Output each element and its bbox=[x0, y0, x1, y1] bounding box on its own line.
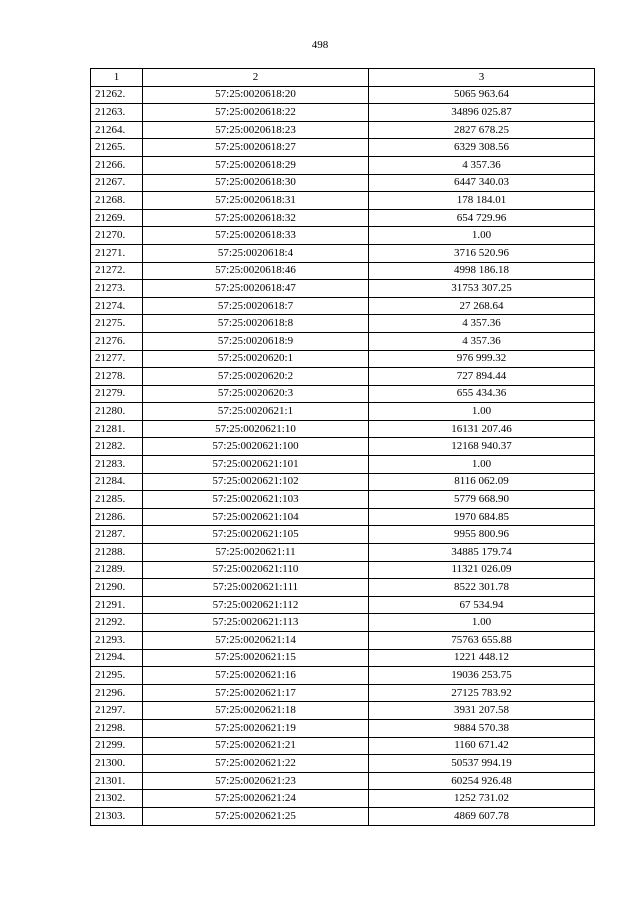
table-row bbox=[91, 491, 595, 509]
cadastral-number-cell: 57:25:0020620:1 bbox=[143, 350, 369, 368]
cadastral-number-cell: 57:25:0020621:22 bbox=[143, 755, 369, 773]
table-row bbox=[91, 508, 595, 526]
table-header bbox=[91, 69, 595, 87]
cadastral-number-cell: 57:25:0020621:101 bbox=[143, 456, 369, 474]
cadastral-number-cell: 57:25:0020620:2 bbox=[143, 368, 369, 386]
cadastral-value-cell: 2827 678.25 bbox=[369, 121, 595, 139]
table-row bbox=[91, 192, 595, 210]
table-row bbox=[91, 807, 595, 825]
table-row bbox=[91, 614, 595, 632]
table-row bbox=[91, 244, 595, 262]
table-row bbox=[91, 227, 595, 245]
table-row bbox=[91, 350, 595, 368]
cadastral-value-cell: 9884 570.38 bbox=[369, 719, 595, 737]
cadastral-value-cell: 27 268.64 bbox=[369, 297, 595, 315]
row-number-cell: 21270. bbox=[91, 227, 143, 245]
cadastral-value-cell: 50537 994.19 bbox=[369, 755, 595, 773]
cadastral-number-cell: 57:25:0020621:25 bbox=[143, 807, 369, 825]
cadastral-number-cell: 57:25:0020618:29 bbox=[143, 156, 369, 174]
table-row bbox=[91, 684, 595, 702]
cadastral-number-cell: 57:25:0020618:33 bbox=[143, 227, 369, 245]
cadastral-value-cell: 8116 062.09 bbox=[369, 473, 595, 491]
table-row bbox=[91, 719, 595, 737]
cadastral-number-cell: 57:25:0020621:112 bbox=[143, 596, 369, 614]
table-row bbox=[91, 772, 595, 790]
row-number-cell: 21263. bbox=[91, 104, 143, 122]
cadastral-number-cell: 57:25:0020621:17 bbox=[143, 684, 369, 702]
cadastral-number-cell: 57:25:0020621:16 bbox=[143, 667, 369, 685]
cadastral-number-cell: 57:25:0020621:23 bbox=[143, 772, 369, 790]
table-row bbox=[91, 790, 595, 808]
cadastral-number-cell: 57:25:0020621:19 bbox=[143, 719, 369, 737]
cadastral-value-cell: 60254 926.48 bbox=[369, 772, 595, 790]
cadastral-value-cell: 67 534.94 bbox=[369, 596, 595, 614]
cadastral-number-cell: 57:25:0020618:8 bbox=[143, 315, 369, 333]
row-number-cell: 21267. bbox=[91, 174, 143, 192]
cadastral-value-cell: 976 999.32 bbox=[369, 350, 595, 368]
cadastral-number-cell: 57:25:0020618:30 bbox=[143, 174, 369, 192]
row-number-cell: 21292. bbox=[91, 614, 143, 632]
row-number-cell: 21289. bbox=[91, 561, 143, 579]
row-number-cell: 21282. bbox=[91, 438, 143, 456]
cadastral-number-cell: 57:25:0020621:100 bbox=[143, 438, 369, 456]
cadastral-value-cell: 34885 179.74 bbox=[369, 544, 595, 562]
cadastral-value-cell: 11321 026.09 bbox=[369, 561, 595, 579]
cadastral-value-cell: 4 357.36 bbox=[369, 332, 595, 350]
cadastral-number-cell: 57:25:0020618:27 bbox=[143, 139, 369, 157]
table-row bbox=[91, 702, 595, 720]
cadastral-value-cell: 27125 783.92 bbox=[369, 684, 595, 702]
row-number-cell: 21303. bbox=[91, 807, 143, 825]
row-number-cell: 21291. bbox=[91, 596, 143, 614]
cadastral-number-cell: 57:25:0020621:103 bbox=[143, 491, 369, 509]
table-row bbox=[91, 262, 595, 280]
cadastral-value-cell: 34896 025.87 bbox=[369, 104, 595, 122]
cadastral-number-cell: 57:25:0020621:14 bbox=[143, 632, 369, 650]
cadastral-value-cell: 3716 520.96 bbox=[369, 244, 595, 262]
table-row bbox=[91, 104, 595, 122]
row-number-cell: 21276. bbox=[91, 332, 143, 350]
row-number-cell: 21287. bbox=[91, 526, 143, 544]
cadastral-value-cell: 4 357.36 bbox=[369, 156, 595, 174]
cadastral-value-cell: 5779 668.90 bbox=[369, 491, 595, 509]
row-number-cell: 21302. bbox=[91, 790, 143, 808]
cadastral-value-cell: 6447 340.03 bbox=[369, 174, 595, 192]
cadastral-number-cell: 57:25:0020621:1 bbox=[143, 403, 369, 421]
row-number-cell: 21296. bbox=[91, 684, 143, 702]
cadastral-number-cell: 57:25:0020621:104 bbox=[143, 508, 369, 526]
column-header-3: 3 bbox=[369, 69, 595, 87]
table-row bbox=[91, 456, 595, 474]
cadastral-value-cell: 1970 684.85 bbox=[369, 508, 595, 526]
cadastral-number-cell: 57:25:0020621:18 bbox=[143, 702, 369, 720]
cadastral-number-cell: 57:25:0020621:10 bbox=[143, 420, 369, 438]
cadastral-number-cell: 57:25:0020621:21 bbox=[143, 737, 369, 755]
table-row bbox=[91, 280, 595, 298]
column-header-2: 2 bbox=[143, 69, 369, 87]
table-row bbox=[91, 544, 595, 562]
row-number-cell: 21295. bbox=[91, 667, 143, 685]
table-row bbox=[91, 297, 595, 315]
cadastral-number-cell: 57:25:0020621:15 bbox=[143, 649, 369, 667]
table-row bbox=[91, 737, 595, 755]
table-row bbox=[91, 332, 595, 350]
cadastral-value-cell: 4869 607.78 bbox=[369, 807, 595, 825]
row-number-cell: 21266. bbox=[91, 156, 143, 174]
cadastral-number-cell: 57:25:0020618:20 bbox=[143, 86, 369, 104]
row-number-cell: 21285. bbox=[91, 491, 143, 509]
table-row bbox=[91, 139, 595, 157]
cadastral-number-cell: 57:25:0020618:7 bbox=[143, 297, 369, 315]
row-number-cell: 21272. bbox=[91, 262, 143, 280]
row-number-cell: 21273. bbox=[91, 280, 143, 298]
table-row bbox=[91, 209, 595, 227]
cadastral-value-cell: 3931 207.58 bbox=[369, 702, 595, 720]
row-number-cell: 21280. bbox=[91, 403, 143, 421]
row-number-cell: 21290. bbox=[91, 579, 143, 597]
cadastral-number-cell: 57:25:0020621:105 bbox=[143, 526, 369, 544]
table-row bbox=[91, 526, 595, 544]
table-row bbox=[91, 667, 595, 685]
row-number-cell: 21286. bbox=[91, 508, 143, 526]
cadastral-value-cell: 12168 940.37 bbox=[369, 438, 595, 456]
row-number-cell: 21294. bbox=[91, 649, 143, 667]
cadastral-value-cell: 9955 800.96 bbox=[369, 526, 595, 544]
cadastral-value-cell: 1.00 bbox=[369, 227, 595, 245]
cadastral-number-cell: 57:25:0020621:11 bbox=[143, 544, 369, 562]
table-body bbox=[91, 86, 595, 825]
row-number-cell: 21262. bbox=[91, 86, 143, 104]
table-row bbox=[91, 156, 595, 174]
cadastral-value-cell: 31753 307.25 bbox=[369, 280, 595, 298]
table-row bbox=[91, 121, 595, 139]
row-number-cell: 21281. bbox=[91, 420, 143, 438]
cadastral-number-cell: 57:25:0020621:102 bbox=[143, 473, 369, 491]
cadastral-number-cell: 57:25:0020618:31 bbox=[143, 192, 369, 210]
table-row bbox=[91, 755, 595, 773]
row-number-cell: 21269. bbox=[91, 209, 143, 227]
cadastral-value-cell: 727 894.44 bbox=[369, 368, 595, 386]
row-number-cell: 21274. bbox=[91, 297, 143, 315]
table-row bbox=[91, 649, 595, 667]
table-row bbox=[91, 174, 595, 192]
row-number-cell: 21301. bbox=[91, 772, 143, 790]
row-number-cell: 21299. bbox=[91, 737, 143, 755]
row-number-cell: 21271. bbox=[91, 244, 143, 262]
cadastral-value-cell: 4998 186.18 bbox=[369, 262, 595, 280]
cadastral-value-cell: 75763 655.88 bbox=[369, 632, 595, 650]
cadastral-value-cell: 1.00 bbox=[369, 403, 595, 421]
table-row bbox=[91, 561, 595, 579]
row-number-cell: 21293. bbox=[91, 632, 143, 650]
cadastral-number-cell: 57:25:0020621:110 bbox=[143, 561, 369, 579]
cadastral-number-cell: 57:25:0020618:47 bbox=[143, 280, 369, 298]
cadastral-value-cell: 8522 301.78 bbox=[369, 579, 595, 597]
cadastral-value-cell: 178 184.01 bbox=[369, 192, 595, 210]
table-row bbox=[91, 473, 595, 491]
header-row bbox=[91, 69, 595, 87]
table-row bbox=[91, 368, 595, 386]
row-number-cell: 21283. bbox=[91, 456, 143, 474]
row-number-cell: 21265. bbox=[91, 139, 143, 157]
cadastral-number-cell: 57:25:0020618:22 bbox=[143, 104, 369, 122]
row-number-cell: 21298. bbox=[91, 719, 143, 737]
cadastral-value-cell: 655 434.36 bbox=[369, 385, 595, 403]
table-row bbox=[91, 438, 595, 456]
cadastral-number-cell: 57:25:0020618:46 bbox=[143, 262, 369, 280]
row-number-cell: 21284. bbox=[91, 473, 143, 491]
table-row bbox=[91, 632, 595, 650]
cadastral-value-cell: 1252 731.02 bbox=[369, 790, 595, 808]
cadastral-number-cell: 57:25:0020618:9 bbox=[143, 332, 369, 350]
table-row bbox=[91, 403, 595, 421]
column-header-1: 1 bbox=[91, 69, 143, 87]
row-number-cell: 21277. bbox=[91, 350, 143, 368]
row-number-cell: 21300. bbox=[91, 755, 143, 773]
cadastral-value-cell: 1221 448.12 bbox=[369, 649, 595, 667]
table-row bbox=[91, 315, 595, 333]
table-row bbox=[91, 385, 595, 403]
table-row bbox=[91, 86, 595, 104]
row-number-cell: 21275. bbox=[91, 315, 143, 333]
cadastral-value-cell: 654 729.96 bbox=[369, 209, 595, 227]
row-number-cell: 21268. bbox=[91, 192, 143, 210]
table-row bbox=[91, 579, 595, 597]
cadastral-value-cell: 6329 308.56 bbox=[369, 139, 595, 157]
cadastral-number-cell: 57:25:0020621:113 bbox=[143, 614, 369, 632]
cadastral-number-cell: 57:25:0020620:3 bbox=[143, 385, 369, 403]
cadastral-number-cell: 57:25:0020621:24 bbox=[143, 790, 369, 808]
cadastral-value-cell: 19036 253.75 bbox=[369, 667, 595, 685]
cadastral-value-cell: 1160 671.42 bbox=[369, 737, 595, 755]
table-row bbox=[91, 420, 595, 438]
row-number-cell: 21278. bbox=[91, 368, 143, 386]
cadastral-value-cell: 4 357.36 bbox=[369, 315, 595, 333]
row-number-cell: 21297. bbox=[91, 702, 143, 720]
cadastral-number-cell: 57:25:0020618:4 bbox=[143, 244, 369, 262]
cadastral-value-cell: 1.00 bbox=[369, 614, 595, 632]
cadastral-number-cell: 57:25:0020618:32 bbox=[143, 209, 369, 227]
cadastral-number-cell: 57:25:0020621:111 bbox=[143, 579, 369, 597]
page-number: 498 bbox=[311, 39, 329, 51]
row-number-cell: 21279. bbox=[91, 385, 143, 403]
row-number-cell: 21264. bbox=[91, 121, 143, 139]
table-row bbox=[91, 596, 595, 614]
cadastral-value-cell: 16131 207.46 bbox=[369, 420, 595, 438]
cadastral-value-cell: 5065 963.64 bbox=[369, 86, 595, 104]
row-number-cell: 21288. bbox=[91, 544, 143, 562]
cadastral-value-table bbox=[90, 68, 595, 826]
cadastral-number-cell: 57:25:0020618:23 bbox=[143, 121, 369, 139]
cadastral-value-cell: 1.00 bbox=[369, 456, 595, 474]
